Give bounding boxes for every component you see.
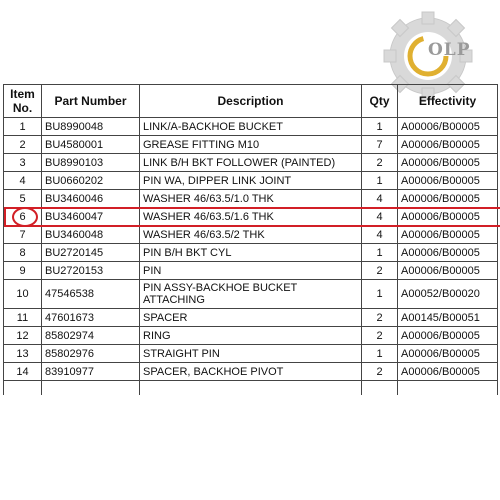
cell-description: PIN B/H BKT CYL	[140, 244, 362, 262]
cell-item-no: 6	[4, 208, 42, 226]
table-row	[4, 345, 498, 363]
cell-part-number: BU2720145	[42, 244, 140, 262]
cell-description: WASHER 46/63.5/2 THK	[140, 226, 362, 244]
cell-empty	[362, 381, 398, 396]
table-row	[4, 136, 498, 154]
cell-description: GREASE FITTING M10	[140, 136, 362, 154]
cell-item-no: 5	[4, 190, 42, 208]
cell-effectivity: A00052/B00020	[398, 280, 498, 309]
header-description: Description	[140, 85, 362, 118]
parts-table	[3, 84, 498, 395]
cell-item-no: 1	[4, 118, 42, 136]
cell-item-no: 7	[4, 226, 42, 244]
logo-text: OLP	[428, 40, 471, 60]
cell-empty	[398, 381, 498, 396]
table-row	[4, 262, 498, 280]
cell-part-number: BU3460048	[42, 226, 140, 244]
table-row	[4, 118, 498, 136]
cell-qty: 1	[362, 244, 398, 262]
cell-part-number: BU8990048	[42, 118, 140, 136]
cell-item-no: 10	[4, 280, 42, 309]
cell-item-no: 3	[4, 154, 42, 172]
table-row-highlighted	[4, 208, 498, 226]
cell-part-number: BU3460046	[42, 190, 140, 208]
cell-part-number: BU8990103	[42, 154, 140, 172]
table-row	[4, 154, 498, 172]
cell-item-no: 13	[4, 345, 42, 363]
cell-qty: 2	[362, 154, 398, 172]
cell-part-number: 47601673	[42, 309, 140, 327]
cell-qty: 1	[362, 345, 398, 363]
table-header-row	[4, 85, 498, 118]
header-qty: Qty	[362, 85, 398, 118]
cell-qty: 2	[362, 262, 398, 280]
cell-part-number: BU3460047	[42, 208, 140, 226]
cell-item-no: 12	[4, 327, 42, 345]
cell-effectivity: A00006/B00005	[398, 244, 498, 262]
table-row	[4, 363, 498, 381]
cell-item-no: 8	[4, 244, 42, 262]
cell-part-number: 83910977	[42, 363, 140, 381]
header-part-number: Part Number	[42, 85, 140, 118]
cell-part-number: BU2720153	[42, 262, 140, 280]
cell-item-no: 2	[4, 136, 42, 154]
cell-effectivity: A00006/B00005	[398, 226, 498, 244]
cell-qty: 2	[362, 309, 398, 327]
cell-description: SPACER, BACKHOE PIVOT	[140, 363, 362, 381]
cell-description: SPACER	[140, 309, 362, 327]
cell-part-number: 85802976	[42, 345, 140, 363]
cell-item-no: 11	[4, 309, 42, 327]
cell-part-number: 85802974	[42, 327, 140, 345]
cell-description: LINK/A-BACKHOE BUCKET	[140, 118, 362, 136]
cell-qty: 7	[362, 136, 398, 154]
cell-effectivity: A00006/B00005	[398, 262, 498, 280]
cell-empty	[140, 381, 362, 396]
cell-description: PIN ASSY-BACKHOE BUCKET ATTACHING	[140, 280, 362, 309]
table-row-empty	[4, 381, 498, 396]
cell-description: LINK B/H BKT FOLLOWER (PAINTED)	[140, 154, 362, 172]
cell-effectivity: A00006/B00005	[398, 136, 498, 154]
table-row	[4, 172, 498, 190]
cell-item-no: 14	[4, 363, 42, 381]
cell-effectivity: A00006/B00005	[398, 190, 498, 208]
cell-qty: 2	[362, 363, 398, 381]
header-item-no: Item No.	[4, 85, 42, 118]
header-effectivity: Effectivity	[398, 85, 498, 118]
cell-description: WASHER 46/63.5/1.0 THK	[140, 190, 362, 208]
cell-effectivity: A00006/B00005	[398, 363, 498, 381]
cell-item-no: 4	[4, 172, 42, 190]
cell-description: PIN	[140, 262, 362, 280]
table-row	[4, 226, 498, 244]
cell-effectivity: A00006/B00005	[398, 345, 498, 363]
cell-item-no: 9	[4, 262, 42, 280]
cell-effectivity: A00006/B00005	[398, 327, 498, 345]
table-row	[4, 327, 498, 345]
cell-empty	[4, 381, 42, 396]
table-row	[4, 280, 498, 309]
cell-effectivity: A00006/B00005	[398, 172, 498, 190]
cell-qty: 4	[362, 190, 398, 208]
cell-description: PIN WA, DIPPER LINK JOINT	[140, 172, 362, 190]
cell-qty: 2	[362, 327, 398, 345]
table-row	[4, 309, 498, 327]
cell-part-number: BU0660202	[42, 172, 140, 190]
cell-effectivity: A00006/B00005	[398, 118, 498, 136]
cell-effectivity: A00145/B00051	[398, 309, 498, 327]
cell-qty: 4	[362, 226, 398, 244]
cell-qty: 1	[362, 280, 398, 309]
cell-qty: 1	[362, 118, 398, 136]
cell-description: WASHER 46/63.5/1.6 THK	[140, 208, 362, 226]
cell-qty: 4	[362, 208, 398, 226]
cell-effectivity: A00006/B00005	[398, 208, 498, 226]
cell-empty	[42, 381, 140, 396]
table-row	[4, 190, 498, 208]
table-row	[4, 244, 498, 262]
cell-qty: 1	[362, 172, 398, 190]
cell-effectivity: A00006/B00005	[398, 154, 498, 172]
cell-part-number: BU4580001	[42, 136, 140, 154]
cell-description: RING	[140, 327, 362, 345]
cell-description: STRAIGHT PIN	[140, 345, 362, 363]
cell-part-number: 47546538	[42, 280, 140, 309]
